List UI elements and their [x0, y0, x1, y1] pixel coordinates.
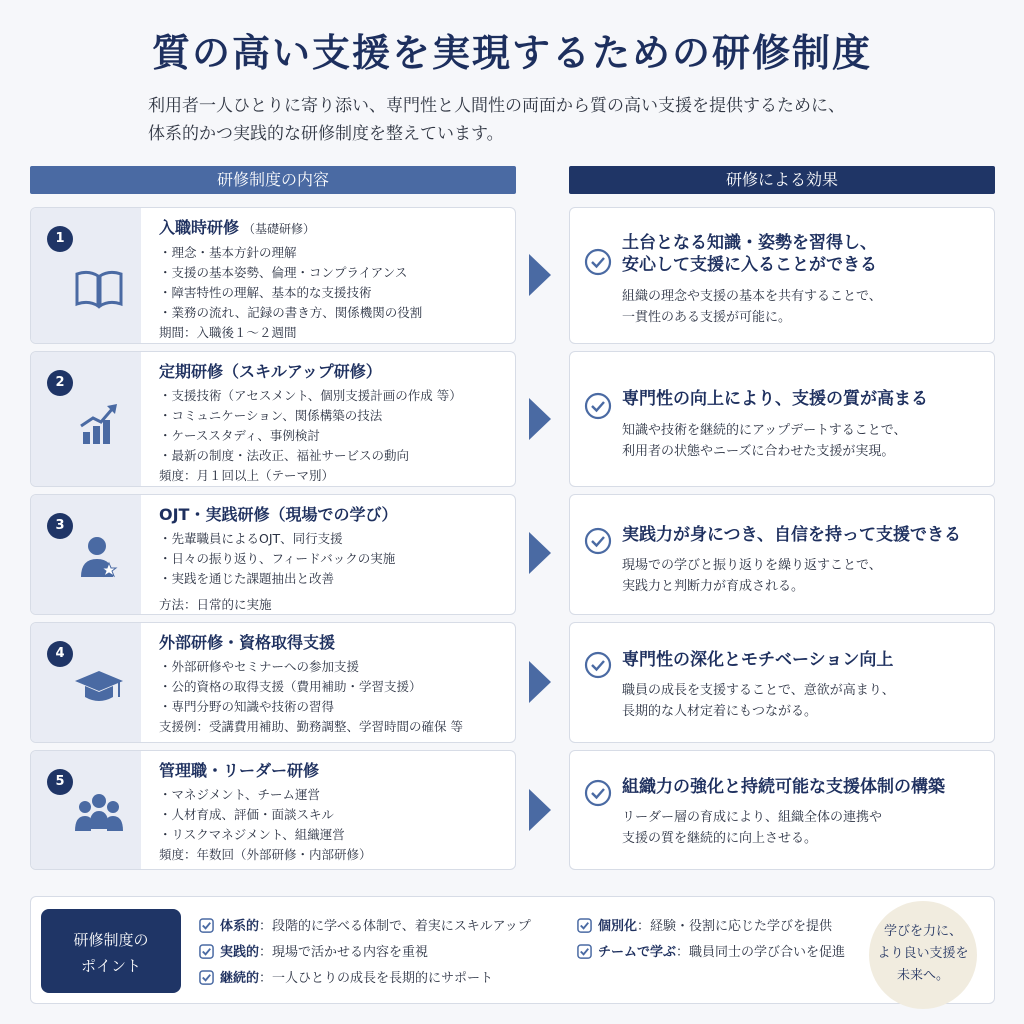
effect-card	[569, 494, 995, 615]
person-badge-icon	[71, 533, 127, 583]
card-body	[159, 759, 507, 865]
program-title-text: 入職時研修	[159, 218, 240, 237]
card-body	[159, 360, 507, 486]
point-text: ：経験・役割に応じた学びを提供	[637, 919, 833, 934]
step-number: 3	[47, 513, 73, 539]
effect-title: 専門性の深化とモチベーション向上	[622, 650, 894, 670]
program-title: OJT・実践研修（現場での学び）	[159, 505, 398, 524]
card-body	[159, 503, 507, 615]
point-item	[199, 943, 428, 963]
check-circle-icon	[584, 248, 612, 276]
slogan-circle	[869, 901, 977, 1009]
page-title: 質の高い支援を実現するための研修制度	[151, 30, 872, 75]
list-item: ・人材育成、評価・面談スキル	[159, 807, 334, 822]
point-key: チームで学ぶ	[598, 945, 677, 960]
points-badge-line1: 研修制度の	[73, 931, 149, 949]
effect-card	[569, 351, 995, 487]
effects-header: 研修による効果	[569, 166, 995, 194]
list-item: ・マネジメント、チーム運営	[159, 787, 321, 802]
check-box-icon	[577, 944, 592, 959]
program-title	[159, 216, 507, 241]
program-items	[159, 785, 507, 845]
intro-line-2: 体系的かつ実践的な研修制度を整えています。	[148, 124, 504, 144]
list-item: ・業務の流れ、記録の書き方、関係機関の役割	[159, 305, 423, 320]
card-body	[159, 216, 507, 343]
list-item: ・ケーススタディ、事例検討	[159, 428, 320, 443]
arrow-right-icon	[529, 661, 551, 703]
program-period: 頻度：月１回以上（テーマ別）	[159, 468, 335, 483]
point-key: 個別化	[598, 919, 638, 934]
effect-desc-line2: 実践力と判断力が育成される。	[622, 579, 805, 594]
effect-desc-line2: 一貫性のある支援が可能に。	[622, 310, 792, 325]
points-badge	[41, 909, 181, 993]
list-item: ・最新の制度・法改正、福祉サービスの動向	[159, 448, 410, 463]
point-text: ：一人ひとりの成長を長期的にサポート	[259, 971, 494, 986]
effect-title: 土台となる知識・姿勢を習得し、	[622, 233, 877, 253]
group-icon	[71, 789, 127, 839]
program-items	[159, 529, 507, 589]
program-title: 外部研修・資格取得支援	[159, 633, 336, 652]
effect-card	[569, 750, 995, 870]
point-text: ：職員同士の学び合いを促進	[676, 945, 846, 960]
point-item	[577, 917, 832, 937]
check-box-icon	[199, 918, 214, 933]
list-item: ・コミュニケーション、関係構築の技法	[159, 408, 383, 423]
point-text: ：段階的に学べる体制で、着実にスキルアップ	[259, 919, 531, 934]
list-item: ・実践を通じた課題抽出と改善	[159, 571, 335, 586]
program-items	[159, 657, 507, 717]
arrow-right-icon	[529, 532, 551, 574]
check-box-icon	[199, 944, 214, 959]
points-panel	[30, 896, 995, 1004]
step-number: 4	[47, 641, 73, 667]
effect-title: 実践力が身につき、自信を持って支援できる	[622, 525, 961, 545]
point-item	[199, 917, 531, 937]
intro-line-1: 利用者一人ひとりに寄り添い、専門性と人間性の両面から質の高い支援を提供するために、	[148, 96, 845, 116]
check-circle-icon	[584, 527, 612, 555]
slogan-line1: 学びを力に、	[883, 924, 962, 939]
point-item	[199, 969, 493, 989]
program-title: 定期研修（スキルアップ研修）	[159, 362, 382, 381]
check-circle-icon	[584, 779, 612, 807]
card-body	[159, 631, 507, 737]
slogan-line2: より良い支援を	[877, 946, 969, 961]
program-period: 方法：日常的に実施	[159, 597, 272, 612]
list-item: ・公的資格の取得支援（費用補助・学習支援）	[159, 679, 422, 694]
step-number: 1	[47, 226, 73, 252]
point-key: 継続的	[220, 971, 260, 986]
program-card	[30, 494, 516, 615]
points-badge-line2: ポイント	[80, 957, 141, 975]
program-subtitle: （基礎研修）	[243, 222, 316, 236]
arrow-right-icon	[529, 398, 551, 440]
list-item: ・障害特性の理解、基本的な支援技術	[159, 285, 372, 300]
point-key: 体系的	[220, 919, 260, 934]
effect-card	[569, 622, 995, 743]
growth-chart-icon	[71, 400, 127, 450]
program-card	[30, 207, 516, 344]
program-period: 支援例：受講費用補助、勤務調整、学習時間の確保 等	[159, 719, 463, 734]
intro-text	[148, 92, 928, 148]
effect-desc: 知識や技術を継続的にアップデートすることで、	[622, 423, 907, 438]
effect-card	[569, 207, 995, 344]
list-item: ・リスクマネジメント、組織運営	[159, 827, 345, 842]
list-item: ・支援の基本姿勢、倫理・コンプライアンス	[159, 265, 408, 280]
check-circle-icon	[584, 651, 612, 679]
slogan-line3: 未来へ。	[896, 968, 949, 983]
list-item: ・専門分野の知識や技術の習得	[159, 699, 335, 714]
arrow-right-icon	[529, 254, 551, 296]
program-items	[159, 243, 507, 323]
program-title: 管理職・リーダー研修	[159, 761, 320, 780]
effect-desc: リーダー層の育成により、組織全体の連携や	[622, 810, 883, 825]
step-number: 5	[47, 769, 73, 795]
check-circle-icon	[584, 392, 612, 420]
list-item: ・支援技術（アセスメント、個別支援計画の作成 等）	[159, 388, 462, 403]
program-period: 期間：入職後１～２週間	[159, 325, 297, 340]
list-item: ・理念・基本方針の理解	[159, 245, 297, 260]
program-card	[30, 351, 516, 487]
check-box-icon	[199, 970, 214, 985]
effect-desc-line2: 長期的な人材定着にもつながる。	[622, 704, 818, 719]
program-period: 頻度：年数回（外部研修・内部研修）	[159, 847, 372, 862]
effect-desc: 組織の理念や支援の基本を共有することで、	[622, 289, 882, 304]
arrow-right-icon	[529, 789, 551, 831]
point-item	[577, 943, 845, 963]
list-item: ・先輩職員によるOJT、同行支援	[159, 531, 343, 546]
point-text: ：現場で活かせる内容を重視	[259, 945, 429, 960]
list-item: ・外部研修やセミナーへの参加支援	[159, 659, 360, 674]
list-item: ・日々の振り返り、フィードバックの実施	[159, 551, 396, 566]
effect-desc-line2: 支援の質を継続的に向上させる。	[622, 831, 818, 846]
point-key: 実践的	[220, 945, 260, 960]
effect-title: 組織力の強化と持続可能な支援体制の構築	[622, 777, 945, 797]
effect-desc: 現場での学びと振り返りを繰り返すことで、	[622, 558, 882, 573]
check-box-icon	[577, 918, 592, 933]
programs-header: 研修制度の内容	[30, 166, 516, 194]
program-items	[159, 386, 507, 466]
program-card	[30, 750, 516, 870]
effect-title: 専門性の向上により、支援の質が高まる	[622, 389, 928, 409]
graduation-cap-icon	[71, 663, 127, 713]
step-number: 2	[47, 370, 73, 396]
book-icon	[71, 264, 127, 314]
effect-desc: 職員の成長を支援することで、意欲が高まり、	[622, 683, 895, 698]
effect-desc-line2: 利用者の状態やニーズに合わせた支援が実現。	[622, 444, 895, 459]
program-card	[30, 622, 516, 743]
effect-title-line2: 安心して支援に入ることができる	[622, 255, 877, 275]
